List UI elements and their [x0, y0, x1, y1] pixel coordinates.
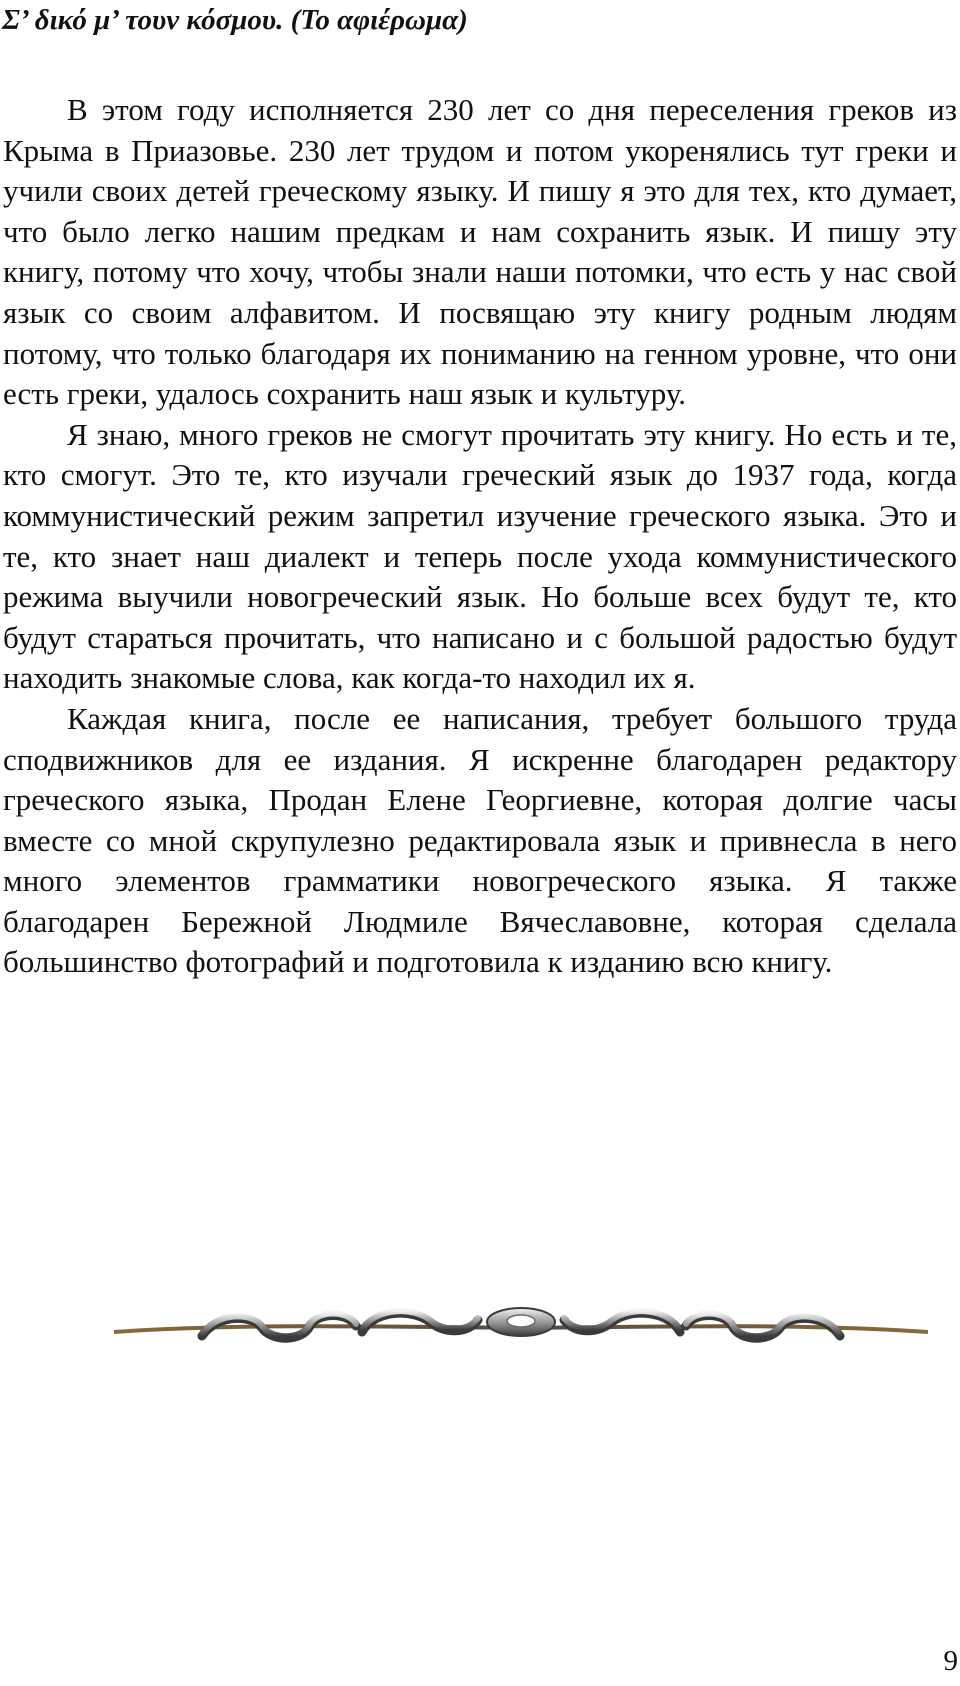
page-number: 9 — [943, 1645, 958, 1677]
decorative-divider-icon — [112, 1302, 930, 1348]
paragraph-2: Я знаю, много греков не смогут прочитать эту книгу. Но есть и те, кто смогут. Это те, кто изучали греческий язык до 1937 года, когда коммунистический режим запретил изучение греческого языка. Это и те, кто знает наш диалект и теперь после ухода коммунистического режима выучили новогреческий язык. Но больше всех будут те, кто будут стараться прочитать, что написано и с большой радостью будут находить знакомые слова, как когда-то находил их я. — [3, 416, 957, 696]
paragraph-1: В этом году исполняется 230 лет со дня переселения греков из Крыма в Приазовье. 230 лет трудом и потом укоренялись тут греки и учили своих детей греческому языку. И пишу я это для тех, кто думает, что было легко нашим предкам и нам сохранить язык. И пишу эту книгу, потому что хочу, чтобы знали наши потомки, что есть у нас свой язык со своим алфавитом. И посвящаю эту книгу родным людям потому, что только благодаря их пониманию на генном уровне, что они есть греки, удалось сохранить наш язык и культуру. — [3, 92, 957, 412]
paragraph-3: Каждая книга, после ее написания, требует большого труда сподвижников для ее издания. Я искренне благодарен редактору греческого языка, Продан Елене Георгиевне, которая долгие часы вместе со мной скрупулезно редактировала язык и привнесла в него много элементов грамматики новогреческого языка. Я также благодарен Бережной Людмиле Вячеславовне, которая сделала большинство фотографий и подготовила к изданию всю книгу. — [3, 700, 957, 980]
main-text — [3, 90, 957, 983]
running-title: Σ’ δικό μ’ τουν κόσμου. (Το αφιέρωμα) — [2, 4, 468, 36]
